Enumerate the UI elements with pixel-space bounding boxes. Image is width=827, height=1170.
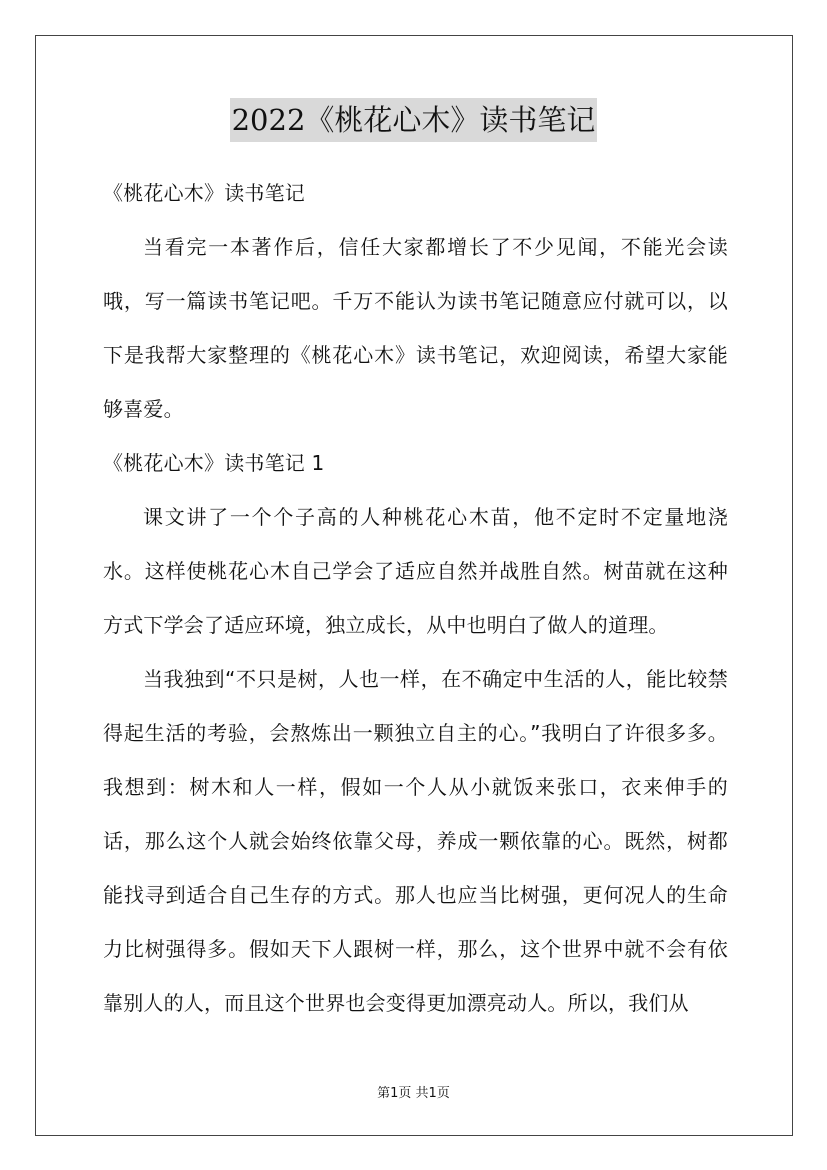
document-body [103, 166, 728, 1030]
document-title: 2022《桃花心木》读书笔记 [230, 98, 598, 142]
page-footer: 第1页 共1页 [377, 1086, 450, 1101]
paragraph-intro: 当看完一本著作后，信任大家都增长了不少见闻，不能光会读哦，写一篇读书笔记吧。千万不能认为读书笔记随意应付就可以，以下是我帮大家整理的《桃花心木》读书笔记，欢迎阅读，希望大家能够喜爱。 [103, 235, 728, 421]
paragraph-body-2: 当我独到“不只是树，人也一样，在不确定中生活的人，能比较禁得起生活的考验，会熬炼出一颗独立自主的心。”我明白了许很多多。我想到：树木和人一样，假如一个人从小就饭来张口，衣来伸手的话，那么这个人就会始终依靠父母，养成一颗依靠的心。既然，树都能找寻到适合自己生存的方式。那人也应当比树强，更何况人的生命力比树强得多。假如天下人跟树一样，那么，这个世界中就不会有依靠别人的人，而且这个世界也会变得更加漂亮动人。所以，我们从 [103, 667, 728, 1015]
paragraph-section-heading: 《桃花心木》读书笔记 1 [103, 451, 325, 475]
paragraph-subtitle: 《桃花心木》读书笔记 [103, 181, 305, 205]
title-area [0, 98, 827, 142]
paragraph-body-1: 课文讲了一个个子高的人种桃花心木苗，他不定时不定量地浇水。这样使桃花心木自己学会了适应自然并战胜自然。树苗就在这种方式下学会了适应环境，独立成长，从中也明白了做人的道理。 [103, 505, 728, 637]
